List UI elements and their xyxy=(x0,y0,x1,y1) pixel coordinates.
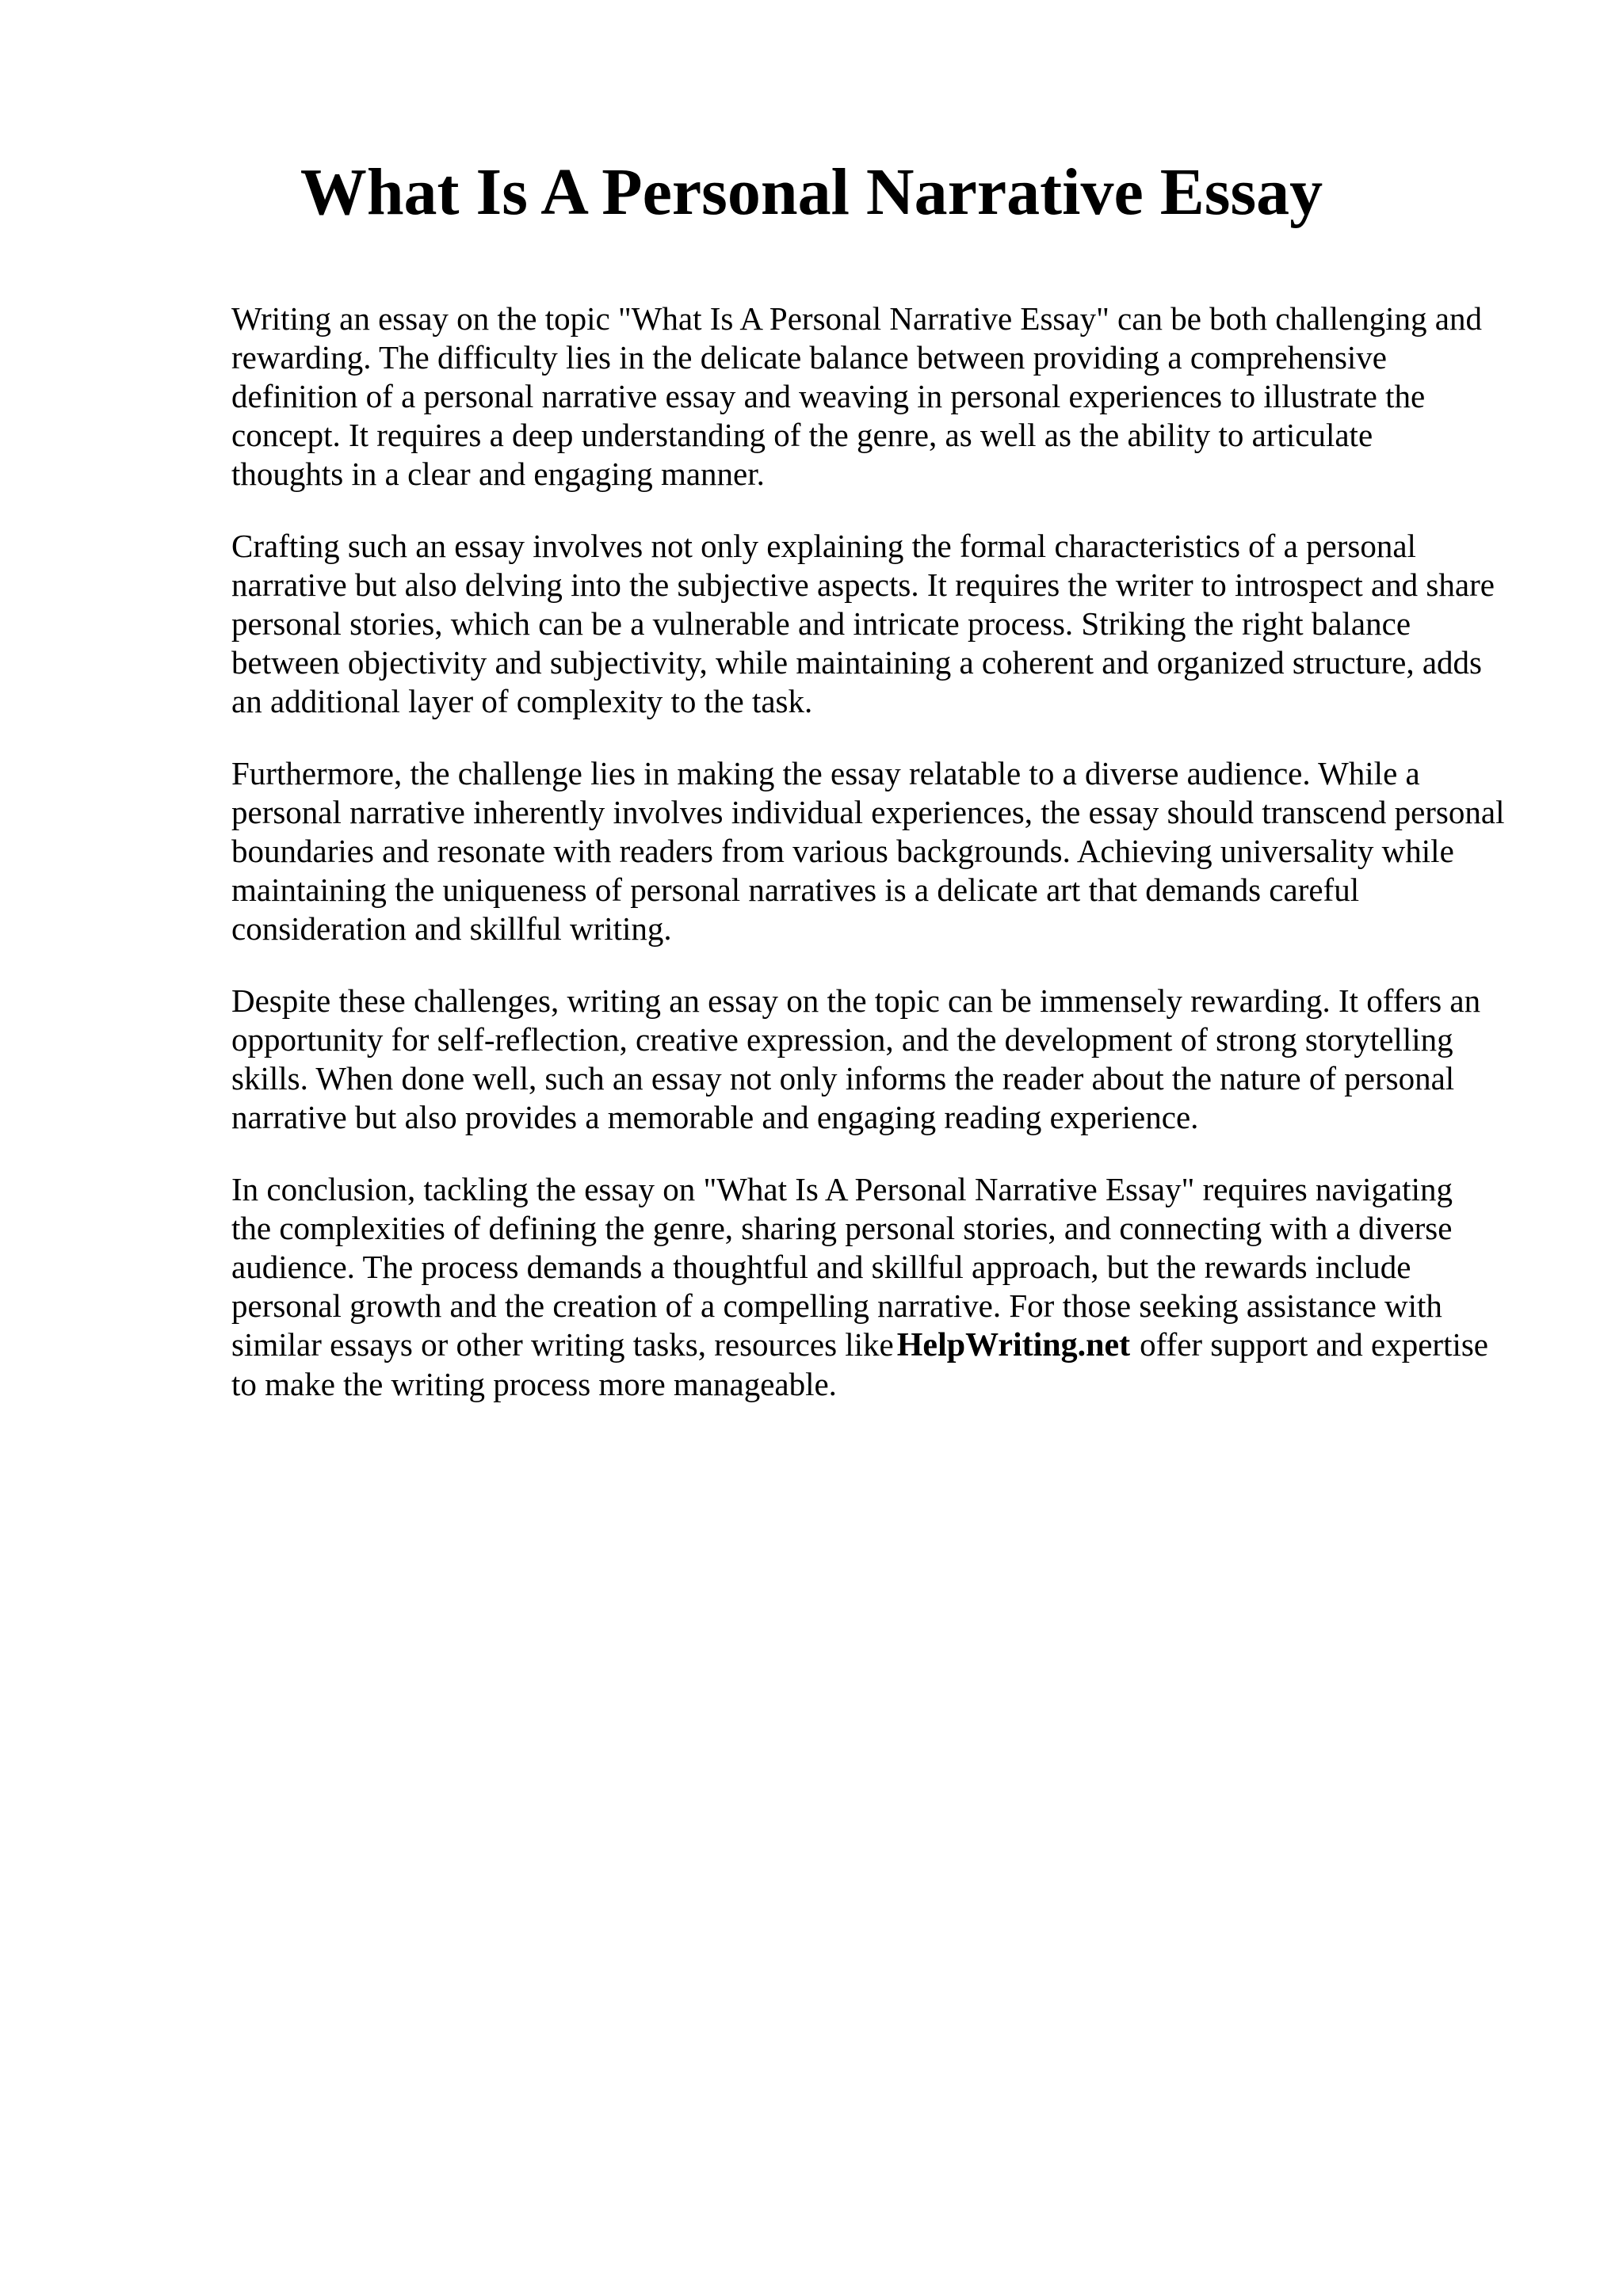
text-line: the complexities of defining the genre, sharing personal stories, and connecting with a diverse xyxy=(231,1210,1453,1246)
text-line: skills. When done well, such an essay not only informs the reader about the nature of personal xyxy=(231,1060,1455,1097)
text-line: personal growth and the creation of a compelling narrative. For those seeking assistance with xyxy=(231,1287,1442,1324)
text-line: personal stories, which can be a vulnerable and intricate process. Striking the right balance xyxy=(231,605,1411,642)
pre-link-text: similar essays or other writing tasks, resources like xyxy=(231,1326,894,1363)
text-line: Despite these challenges, writing an essay on the topic can be immensely rewarding. It offers an xyxy=(231,982,1481,1019)
text-line: to make the writing process more manageable. xyxy=(231,1366,837,1402)
post-link-text: offer support and expertise xyxy=(1140,1326,1489,1363)
text-line: narrative but also delving into the subjective aspects. It requires the writer to introspect and share xyxy=(231,566,1495,603)
text-line: thoughts in a clear and engaging manner. xyxy=(231,456,765,492)
text-line: Furthermore, the challenge lies in making the essay relatable to a diverse audience. While a xyxy=(231,755,1420,791)
text-line: personal narrative inherently involves individual experiences, the essay should transcend personal xyxy=(231,794,1505,830)
text-line: definition of a personal narrative essay and weaving in personal experiences to illustrate the xyxy=(231,378,1426,414)
paragraph-4 xyxy=(231,982,1531,1137)
text-line: In conclusion, tackling the essay on "What Is A Personal Narrative Essay" requires navigating xyxy=(231,1171,1453,1207)
page-title: What Is A Personal Narrative Essay xyxy=(300,155,1323,229)
text-line: Writing an essay on the topic "What Is A Personal Narrative Essay" can be both challenging and xyxy=(231,300,1482,337)
text-line-with-link xyxy=(231,1325,1531,1365)
text-line: concept. It requires a deep understanding of the genre, as well as the ability to articulate xyxy=(231,417,1373,453)
text-line: consideration and skillful writing. xyxy=(231,910,672,947)
text-line: narrative but also provides a memorable and engaging reading experience. xyxy=(231,1099,1199,1135)
text-line: an additional layer of complexity to the task. xyxy=(231,683,813,719)
text-line: boundaries and resonate with readers from various backgrounds. Achieving universality while xyxy=(231,833,1454,869)
conclusion-paragraph xyxy=(231,1170,1531,1404)
paragraph-3 xyxy=(231,754,1531,948)
text-line: opportunity for self-reflection, creative expression, and the development of strong storytelling xyxy=(231,1021,1453,1058)
text-line: rewarding. The difficulty lies in the delicate balance between providing a comprehensive xyxy=(231,339,1388,376)
text-line: maintaining the uniqueness of personal narratives is a delicate art that demands careful xyxy=(231,871,1360,908)
helpwriting-link[interactable]: HelpWriting.net xyxy=(896,1327,1131,1363)
text-line: Crafting such an essay involves not only explaining the formal characteristics of a personal xyxy=(231,528,1416,564)
essay-body xyxy=(231,299,1531,1437)
text-line: between objectivity and subjectivity, while maintaining a coherent and organized structure, adds xyxy=(231,644,1482,681)
text-line: audience. The process demands a thoughtful and skillful approach, but the rewards include xyxy=(231,1249,1411,1285)
paragraph-1 xyxy=(231,299,1531,494)
paragraph-2 xyxy=(231,527,1531,721)
